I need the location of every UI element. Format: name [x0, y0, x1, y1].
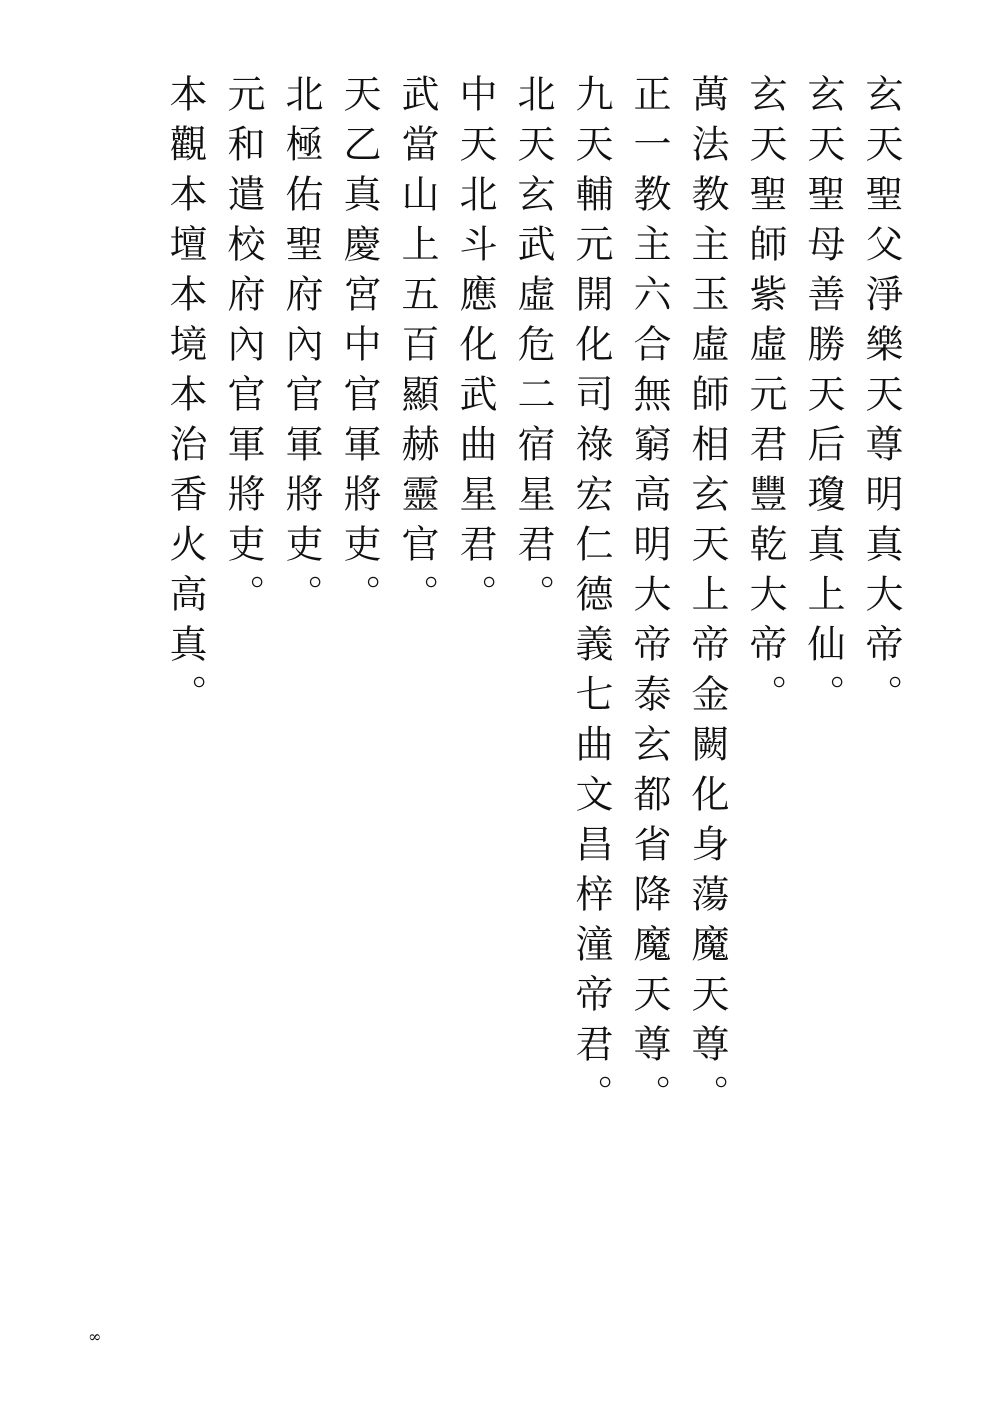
text-line-13: 本觀本壇本境本治香火高真。	[163, 74, 207, 724]
text-line-1: 玄天聖父淨樂天尊明真大帝。	[859, 74, 903, 724]
text-line-4: 萬法教主玉虛師相玄天上帝金闕化身蕩魔天尊。	[685, 74, 729, 1124]
text-line-2: 玄天聖母善勝天后瓊真上仙。	[801, 74, 845, 724]
page-number: ∞	[88, 1327, 102, 1346]
text-line-7: 北天玄武虛危二宿星君。	[511, 74, 555, 624]
text-line-6: 九天輔元開化司祿宏仁德義七曲文昌梓潼帝君。	[569, 74, 613, 1124]
scripture-text-block	[156, 74, 910, 1174]
text-line-10: 天乙真慶宮中官軍將吏。	[337, 74, 381, 624]
text-line-9: 武當山上五百顯赫靈官。	[395, 74, 439, 624]
text-line-12: 元和遣校府內官軍將吏。	[221, 74, 265, 624]
text-line-8: 中天北斗應化武曲星君。	[453, 74, 497, 624]
text-line-5: 正一教主六合無窮高明大帝泰玄都省降魔天尊。	[627, 74, 671, 1124]
text-line-3: 玄天聖師紫虛元君豐乾大帝。	[743, 74, 787, 724]
text-line-11: 北極佑聖府內官軍將吏。	[279, 74, 323, 624]
